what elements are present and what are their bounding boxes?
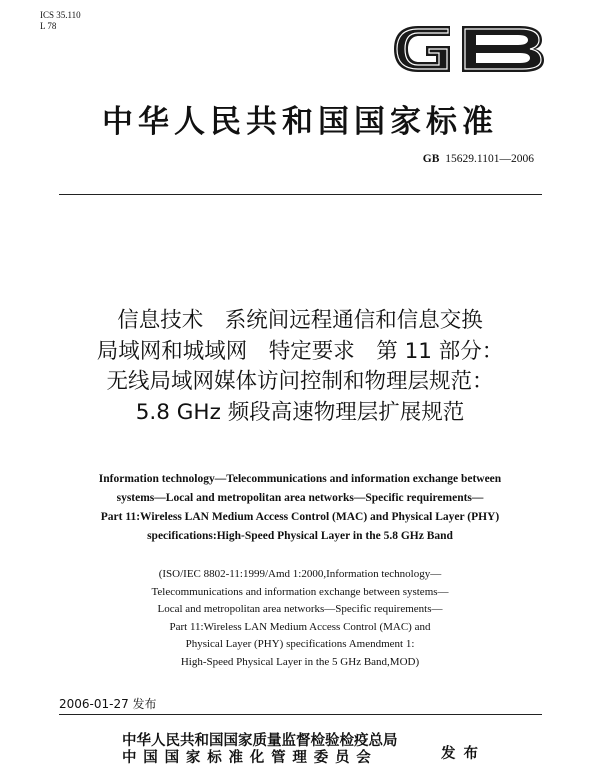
iso-reference-line: High-Speed Physical Layer in the 5 GHz Band,MOD) bbox=[180, 655, 420, 668]
iso-reference-line: (ISO/IEC 8802-11:1999/Amd 1:2000,Information technology— bbox=[158, 568, 442, 580]
english-title-line: specifications:High-Speed Physical Layer in the 5.8 GHz Band bbox=[147, 530, 453, 542]
chinese-title-line: 无线局域网媒体访问控制和物理层规范： bbox=[106, 369, 494, 394]
standard-number bbox=[423, 153, 534, 165]
issuer-line-2: 中国国家标准化管理委员会 bbox=[122, 749, 378, 766]
chinese-title-line: 5.8 GHz 频段高速物理层扩展规范 bbox=[135, 399, 465, 425]
iso-reference-line: Local and metropolitan area networks—Specific requirements— bbox=[157, 603, 443, 615]
top-divider bbox=[59, 194, 542, 195]
standard-number-value: 15629.1101—2006 bbox=[445, 153, 534, 165]
iso-reference-line: Part 11:Wireless LAN Medium Access Control (MAC) and bbox=[169, 620, 431, 633]
gb-logo-g bbox=[394, 26, 450, 72]
bottom-divider bbox=[59, 714, 542, 715]
iso-reference bbox=[0, 566, 600, 671]
iso-reference-line: Telecommunications and information exchange between systems— bbox=[151, 585, 449, 598]
english-title-line: systems—Local and metropolitan area networks—Specific requirements— bbox=[116, 492, 484, 504]
chinese-title-line: 信息技术 系统间远程通信和信息交换 bbox=[117, 308, 483, 333]
issue-date: 2006-01-27 发布 bbox=[59, 697, 157, 711]
gb-logo-b bbox=[462, 26, 544, 72]
chinese-title-line: 局域网和城域网 特定要求 第 11 部分： bbox=[96, 338, 504, 364]
standard-title: 中华人民共和国国家标准 bbox=[102, 104, 498, 140]
standard-number-prefix: GB bbox=[422, 153, 440, 165]
english-title-line: Part 11:Wireless LAN Medium Access Control (MAC) and Physical Layer (PHY) bbox=[100, 511, 500, 523]
issuer-line-1: 中华人民共和国国家质量监督检验检疫总局 bbox=[122, 732, 398, 749]
issuing-authorities bbox=[122, 732, 398, 766]
ics-code: ICS 35.110 bbox=[40, 10, 81, 20]
english-title bbox=[0, 470, 600, 546]
category-code: L 78 bbox=[40, 21, 57, 31]
gb-logo bbox=[392, 20, 546, 78]
chinese-title bbox=[0, 306, 600, 428]
english-title-line: Information technology—Telecommunications and information exchange between bbox=[98, 473, 502, 485]
iso-reference-line: Physical Layer (PHY) specifications Amendment 1: bbox=[185, 638, 415, 650]
issue-label: 发布 bbox=[441, 745, 486, 762]
header-codes bbox=[40, 10, 81, 32]
